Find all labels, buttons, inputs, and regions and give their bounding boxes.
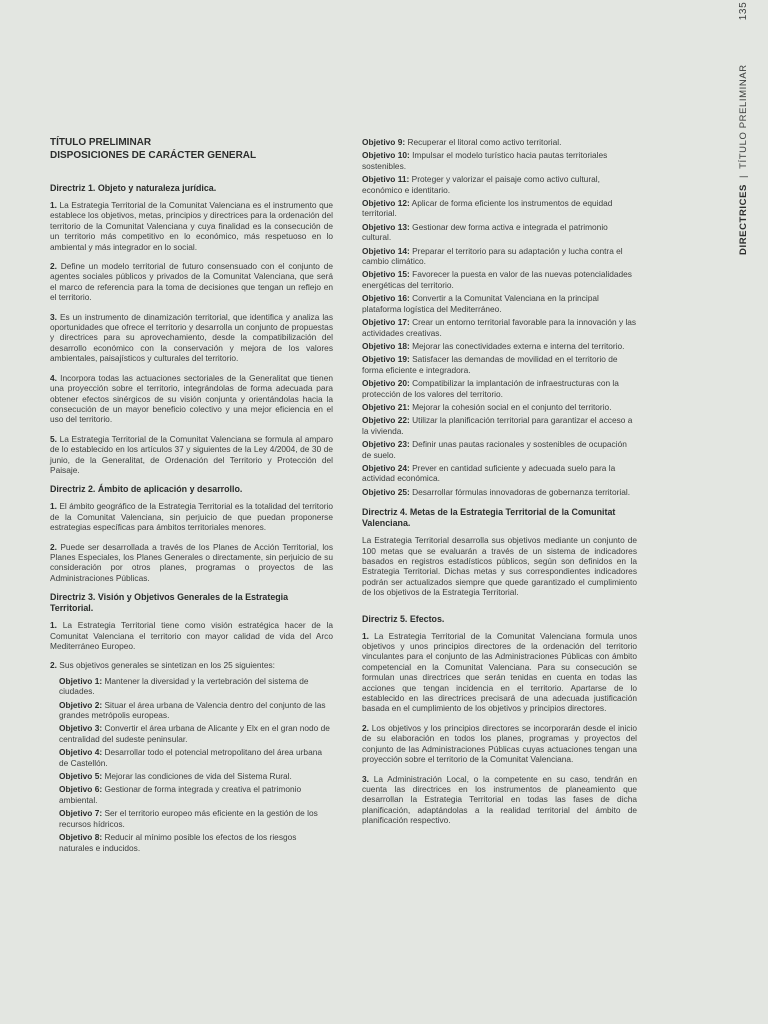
directriz-2-heading: Directriz 2. Ámbito de aplicación y desarrollo. (50, 484, 243, 495)
list-item: Objetivo 1: Mantener la diversidad y la vertebración del sistema de ciudades. (59, 675, 309, 697)
list-item: Objetivo 13: Gestionar dew forma activa e integrada el patrimonio cultural. (362, 221, 608, 243)
right-column (362, 137, 637, 835)
running-header (728, 1, 749, 255)
list-item: Objetivo 7: Ser el territorio europeo más eficiente en la gestión de los recursos hídricos. (59, 808, 318, 829)
title-line-1: TÍTULO PRELIMINAR (50, 137, 152, 148)
d3-paragraph-2: 2. Sus objetivos generales se sintetizan en los 25 siguientes: (50, 660, 275, 671)
directriz-3-heading: Directriz 3. Visión y Objetivos Generales de la Estrategia Territorial. (50, 592, 289, 614)
d1-paragraph-2: 2. Define un modelo territorial de futuro consensuado con el conjunto de agentes sociales públicos y privados de la Comunitat Valenciana, que será el marco de referencia para la toma de decisiones que tengan un reflejo en el territorio. (50, 261, 333, 303)
list-item: Objetivo 6: Gestionar de forma integrada y creativa el patrimonio ambiental. (59, 784, 302, 805)
d5-paragraph-1: 1. La Estrategia Territorial de la Comunitat Valenciana formula unos objetivos y unos principios directores de la ordenación del territorio vinculantes para el conjunto de las Administraciones Públicas con ámbito competencial en la Comunitat Valenciana. Para su consecución se formulan unas directrices que serán tenidas en cuenta en todas las acciones que tengan incidencia en el territorio. Apartarse de lo establecido en las directrices precisará de una adecuada justificación basada en el cumplimiento de los objetivos y principios directores. (362, 630, 637, 714)
page-number: 135 (738, 1, 749, 21)
header-separator: | (738, 174, 749, 178)
d5-paragraph-3: 3. La Administración Local, o la competente en su caso, tendrán en cuenta las directrices en los instrumentos de planeamiento que desarrollan la Estrategia Territorial en todas las fases de dicha planificación, adaptándolas a la realidad territorial del ámbito de planificación respectivo. (362, 773, 637, 826)
list-item: Objetivo 8: Reducir al mínimo posible los efectos de los riesgos naturales e inducidos. (59, 832, 297, 853)
list-item: Objetivo 5: Mejorar las condiciones de vida del Sistema Rural. (59, 771, 292, 782)
list-item: Objetivo 16: Convertir a la Comunitat Valenciana en la principal plataforma logística del Mediterráneo. (362, 293, 599, 314)
list-item: Objetivo 11: Proteger y valorizar el paisaje como activo cultural, económico e identitario. (362, 174, 600, 195)
d4-paragraph-1: La Estrategia Territorial desarrolla sus objetivos mediante un conjunto de 100 metas que se evaluarán a través de un sistema de indicadores basados en registros estadísticos públicos, según son definidos en la Estrategia Territorial. Dichas metas y sus correspondientes indicadores podrán ser actualizados siempre que quede garantizado el cumplimiento de los objetivos de la Estrategia Territorial. (362, 535, 637, 598)
d1-paragraph-4: 4. Incorpora todas las actuaciones sectoriales de la Generalitat que tienen una proyección sobre el territorio, integrándolas de forma adecuada para obtener efectos sinérgicos de su visión conjunta y orientándolas hacia la consecución de un mayor beneficio colectivo y una mejor eficiencia en el uso del territorio. (50, 372, 333, 425)
directriz-1-heading: Directriz 1. Objeto y naturaleza jurídica. (50, 183, 217, 193)
list-item: Objetivo 9: Recuperar el litoral como activo territorial. (362, 137, 562, 147)
list-item: Objetivo 14: Preparar el territorio para su adaptación y lucha contra el cambio climático. (362, 245, 623, 267)
title-line-2: DISPOSICIONES DE CARÁCTER GENERAL (50, 149, 257, 161)
list-item: Objetivo 22: Utilizar la planificación territorial para garantizar el acceso a la vivienda. (362, 415, 633, 436)
objetivos-list-left (50, 676, 333, 853)
directriz-5-heading: Directriz 5. Efectos. (362, 613, 445, 624)
list-item: Objetivo 10: Impulsar el modelo turístico hacia pautas territoriales sostenibles. (362, 150, 608, 171)
list-item: Objetivo 19: Satisfacer las demandas de movilidad en el territorio de forma eficiente e integradora. (362, 354, 618, 375)
list-item: Objetivo 3: Convertir el área urbana de Alicante y Elx en el gran nodo de centralidad del sudeste peninsular. (59, 723, 330, 744)
d5-paragraph-2: 2. Los objetivos y los principios directores se incorporarán desde el inicio de su elaboración en todos los planes, programas y proyectos del conjunto de las Administraciones Públicas cuyas actuaciones tengan una proyección sobre el territorio de la Comunitat Valenciana. (362, 722, 637, 765)
list-item: Objetivo 23: Definir unas pautas racionales y sostenibles de ocupación de suelo. (362, 439, 627, 460)
d2-paragraph-2: 2. Puede ser desarrollada a través de los Planes de Acción Territorial, los Planes Especiales, los Planes Generales o directamente, sin perjuicio de su consideración por otros planes, programas o proyectos de las Administraciones Públicas. (50, 541, 333, 583)
list-item: Objetivo 18: Mejorar las conectividades externa e interna del territorio. (362, 340, 625, 351)
d1-paragraph-1: 1. La Estrategia Territorial de la Comunitat Valenciana es el instrumento que establece los objetivos, metas, principios y directrices para la ordenación del territorio de la Comunitat Valenciana y cuya finalidad es la consecución de un territorio más competitivo en lo económico, más respetuoso en lo ambiental y más integrador en lo social. (50, 200, 333, 252)
directriz-4-heading: Directriz 4. Metas de la Estrategia Territorial de la Comunitat Valenciana. (362, 507, 616, 529)
d2-paragraph-1: 1. El ámbito geográfico de la Estrategia Territorial es la totalidad del territorio de la Comunitat Valenciana, sin perjuicio de que puedan proponerse estrategias específicas para ámbitos territoriales menores. (50, 501, 334, 533)
left-column (50, 137, 333, 856)
objetivos-list-right (362, 137, 637, 497)
list-item: Objetivo 20: Compatibilizar la implantación de infraestructuras con la protección de los valores del territorio. (362, 378, 619, 399)
list-item: Objetivo 15: Favorecer la puesta en valor de las nuevas potencialidades energéticas del territorio. (362, 269, 632, 290)
running-header-text (738, 2, 749, 255)
list-item: Objetivo 25: Desarrollar fórmulas innovadoras de gobernanza territorial. (362, 486, 631, 497)
subsection-label: TÍTULO PRELIMINAR (738, 64, 749, 169)
d1-paragraph-3: 3. Es un instrumento de dinamización territorial, que identifica y analiza las oportunidades que ofrece el territorio y desarrolla un conjunto de propuestas y directrices para su aprovechamiento, desde la compatibilización del desarrollo económico con la conservación y mejora de los valores ambientales, paisajísticos y culturales del territorio. (50, 311, 333, 364)
d1-paragraph-5: 5. La Estrategia Territorial de la Comunitat Valenciana se formula al amparo de lo establecido en los artículos 37 y siguientes de la Ley 4/2004, de 30 de junio, de la Generalitat, de Ordenación del Territorio y Protección del Paisaje. (50, 433, 333, 475)
list-item: Objetivo 4: Desarrollar todo el potencial metropolitano del área urbana de Castellón. (59, 747, 322, 768)
list-item: Objetivo 17: Crear un entorno territorial favorable para la innovación y las actividades creativas. (362, 317, 637, 338)
d3-paragraph-1: 1. La Estrategia Territorial tiene como visión estratégica hacer de la Comunitat Valenciana el territorio con mayor calidad de vida del Arco Mediterráneo Europeo. (50, 620, 333, 651)
list-item: Objetivo 2: Situar el área urbana de Valencia dentro del conjunto de las grandes metrópolis europeas. (59, 699, 326, 721)
list-item: Objetivo 21: Mejorar la cohesión social en el conjunto del territorio. (362, 401, 612, 412)
list-item: Objetivo 24: Prever en cantidad suficiente y adecuada suelo para la actividad económica. (362, 462, 616, 484)
list-item: Objetivo 12: Aplicar de forma eficiente los instrumentos de equidad territorial. (362, 198, 613, 219)
section-label: DIRECTRICES (738, 184, 749, 255)
